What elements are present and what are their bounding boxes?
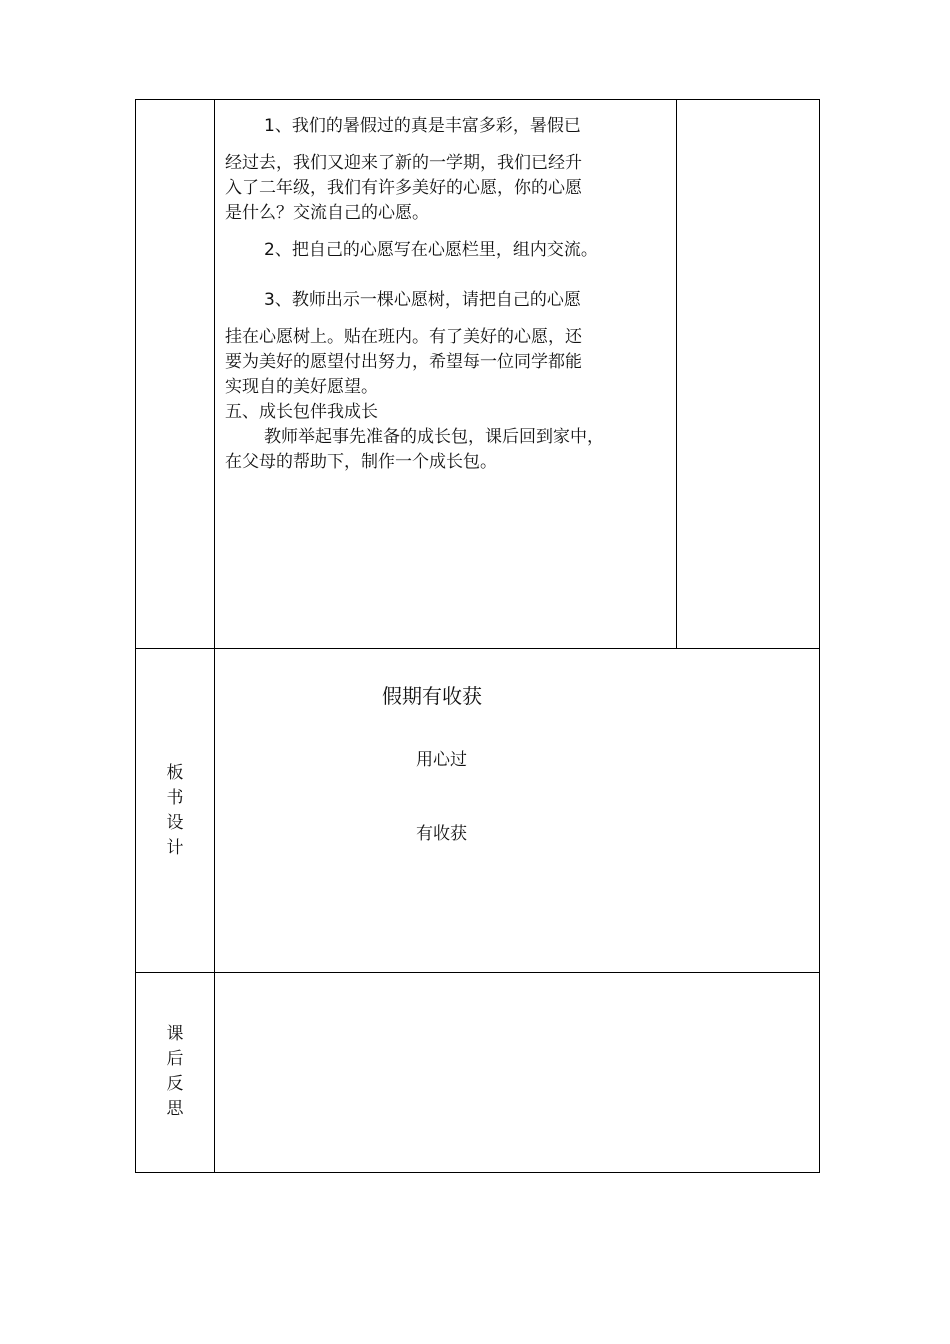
activity-p5-line1: 教师举起事先准备的成长包，课后回到家中， [264,427,604,447]
activity-p3-line3: 要为美好的愿望付出努力，希望每一位同学都能 [225,352,582,372]
activity-p1-line1: 1、我们的暑假过的真是丰富多彩，暑假已 [264,116,581,136]
col-divider-right [676,99,677,649]
section5-title: 五、成长包伴我成长 [225,402,378,422]
col-divider-left [214,99,215,1173]
board-line1: 用心过 [416,750,467,770]
activity-p3-line2: 挂在心愿树上。贴在班内。有了美好的心愿，还 [225,327,582,347]
reflection-label: 课 后 反 思 [166,1024,184,1119]
board-line2: 有收获 [416,824,467,844]
activity-p1-line3: 入了二年级，我们有许多美好的心愿，你的心愿 [225,178,582,198]
board-title: 假期有收获 [382,684,482,708]
activity-p3-line4: 实现自的美好愿望。 [225,377,378,397]
activity-p1-line2: 经过去，我们又迎来了新的一学期，我们已经升 [225,153,582,173]
row-divider-2 [135,972,820,973]
activity-p2: 2、把自己的心愿写在心愿栏里，组内交流。 [264,240,598,260]
activity-p5-line2: 在父母的帮助下，制作一个成长包。 [225,452,497,472]
row-divider-1 [135,648,820,649]
activity-p3-line1: 3、教师出示一棵心愿树，请把自己的心愿 [264,290,581,310]
board-design-label: 板 书 设 计 [166,763,184,858]
activity-p1-line4: 是什么？交流自己的心愿。 [225,203,429,223]
